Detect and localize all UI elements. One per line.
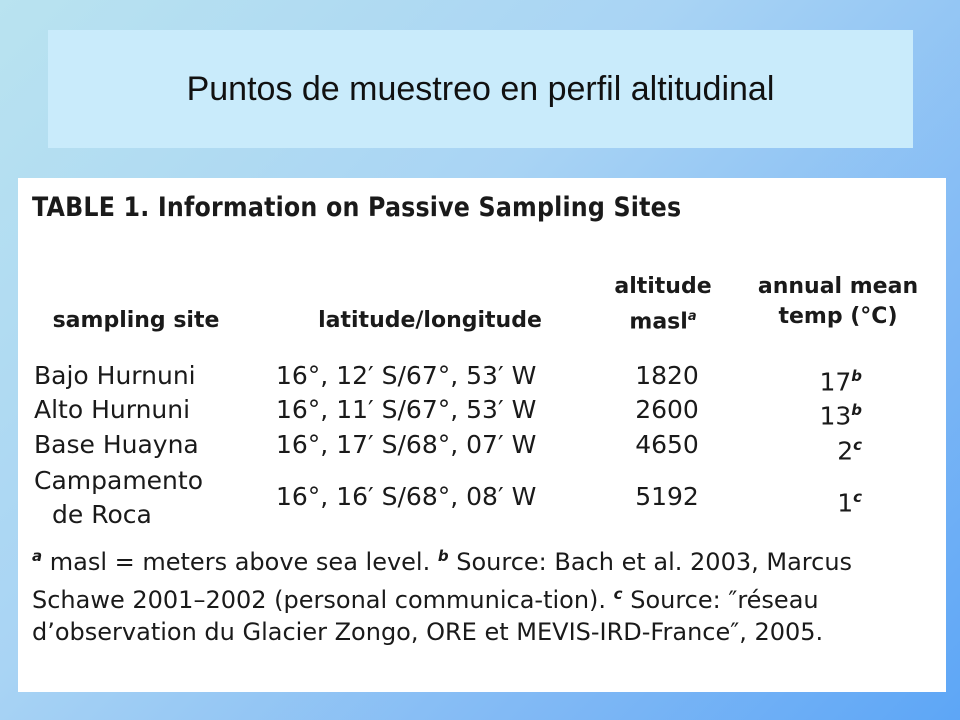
row2-temp [802,395,862,431]
footnote-c-text: Source: ″réseau d’observation du Glacier Zongo, ORE et MEVIS-IRD-France″, 2005. [32,586,824,646]
row4-site-line2: de Roca [52,500,152,529]
header-altitude-line1: altitude [614,274,712,299]
row1-temp [802,361,862,397]
row2-site: Alto Hurnuni [34,395,191,424]
row4-temp-mark: c [853,488,862,506]
row3-latlon: 16°, 17′ S/68°, 07′ W [276,430,537,459]
header-altitude [608,272,718,337]
row3-altitude: 4650 [635,430,699,459]
row4-latlon: 16°, 16′ S/68°, 08′ W [276,482,537,511]
table-title: TABLE 1. Information on Passive Sampling Sites [32,192,682,223]
row3-temp-value: 2 [837,436,854,466]
header-temp-line1: annual mean [757,274,919,299]
row3-site: Base Huayna [34,430,199,459]
row3-temp [802,430,862,466]
header-altitude-line2 [608,302,718,337]
footnote-a-text: masl = meters above sea level. [42,548,438,576]
table-image [18,178,946,692]
table-footnote [32,540,937,648]
row2-temp-value: 13 [819,401,852,431]
header-annual-mean-temp [750,272,926,332]
footnote-mark-b-text: b [437,547,449,565]
row4-temp [802,482,862,518]
row2-altitude: 2600 [635,395,699,424]
header-altitude-unit: masl [629,309,688,335]
row4-altitude: 5192 [635,482,699,511]
header-latitude-longitude: latitude/longitude [318,308,542,333]
row1-temp-value: 17 [819,367,852,397]
header-temp-line2: temp (°C) [778,304,898,329]
row1-temp-mark: b [851,367,862,385]
row4-site-line1: Campamento [34,466,203,495]
row4-temp-value: 1 [837,488,854,518]
footnote-mark-c-text: c [613,585,623,603]
row1-site: Bajo Hurnuni [34,361,196,390]
footnote-mark-a: a [687,309,697,324]
row3-temp-mark: c [853,436,862,454]
slide-title: Puntos de muestreo en perfil altitudinal [186,69,775,108]
header-sampling-site: sampling site [52,308,220,333]
row1-altitude: 1820 [635,361,699,390]
slide-title-box [48,30,913,148]
footnote-mark-a-text: a [32,547,43,565]
row2-latlon: 16°, 11′ S/67°, 53′ W [276,395,537,424]
row1-latlon: 16°, 12′ S/67°, 53′ W [276,361,537,390]
row2-temp-mark: b [851,401,862,419]
footnote-b-text: Source: Bach et al. 2003, Marcus Schawe 2001–2002 (personal communica-tion). [32,548,853,614]
